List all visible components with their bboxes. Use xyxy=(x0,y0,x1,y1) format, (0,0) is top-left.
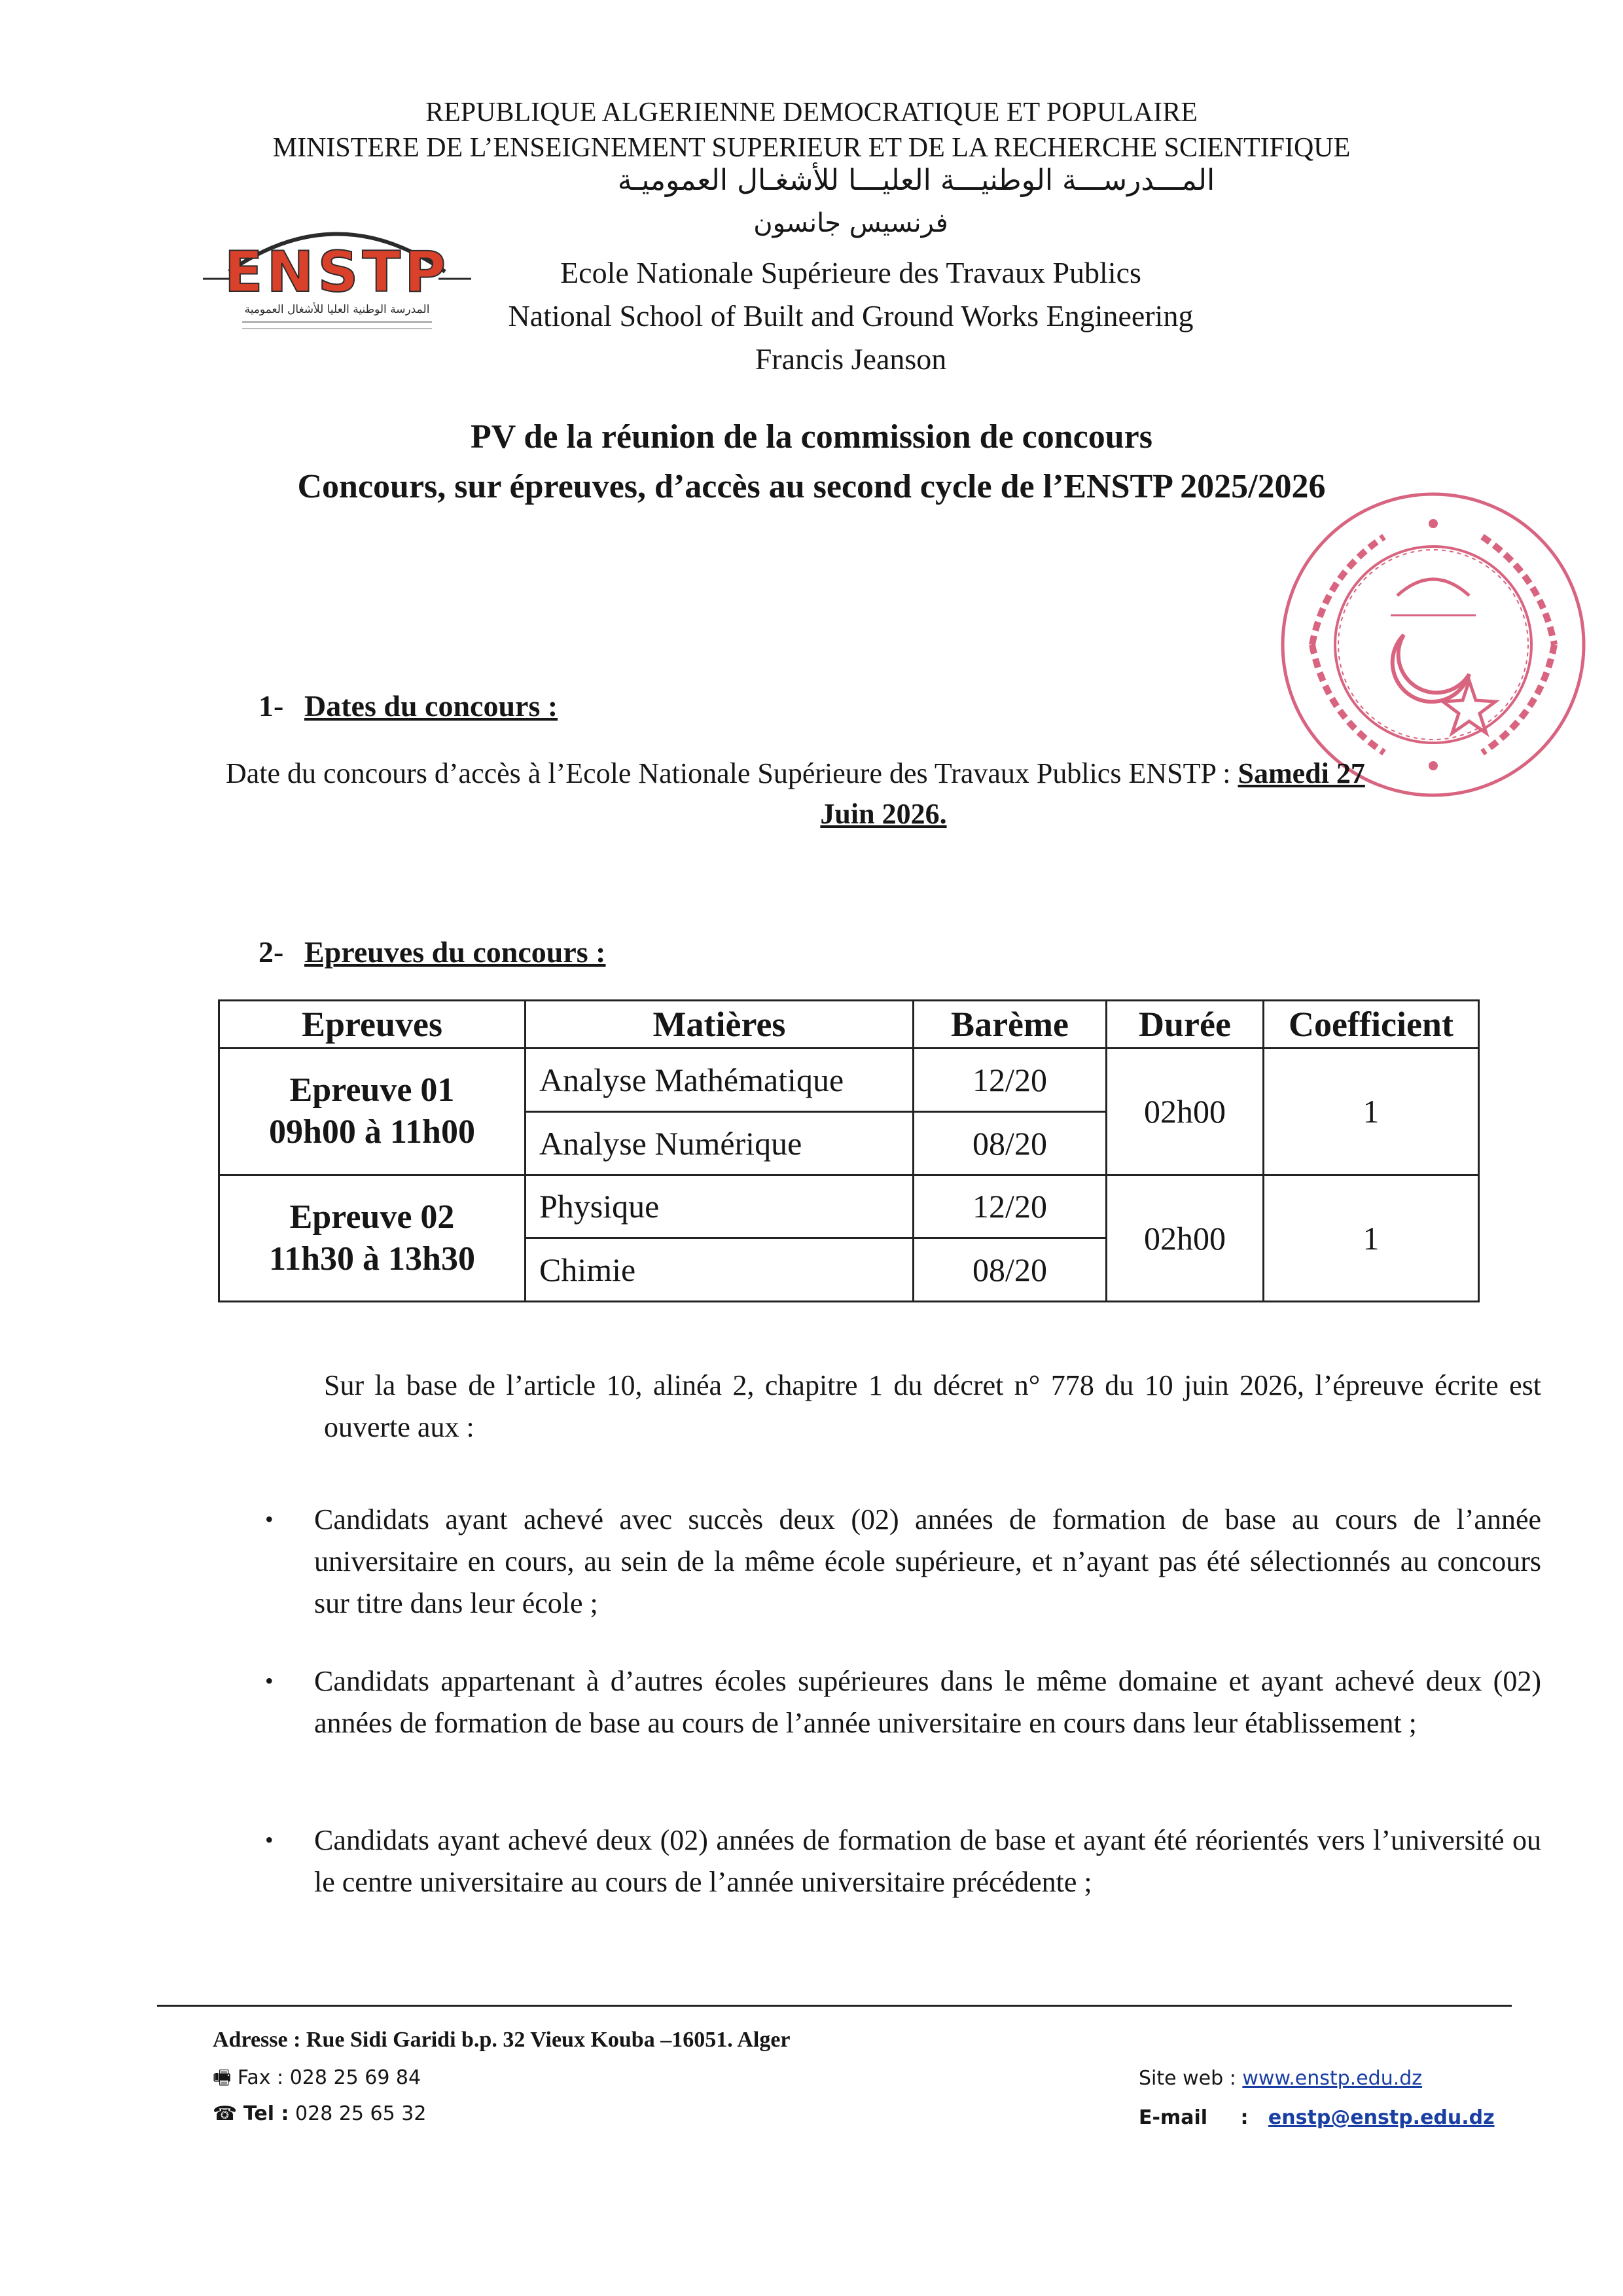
logo-arabic: المدرسة الوطنية العليا للأشغال العمومية xyxy=(244,303,430,316)
date-month: Juin 2026. xyxy=(820,798,947,830)
epreuve-cell xyxy=(219,1175,526,1302)
bullet-dot-icon: • xyxy=(265,1506,274,1532)
email-separator: : xyxy=(1240,2106,1249,2129)
matiere-cell: Analyse Numérique xyxy=(526,1111,914,1175)
matiere-cell: Physique xyxy=(526,1175,914,1238)
section-number: 1- xyxy=(259,689,284,723)
site-label: Site web : xyxy=(1139,2067,1236,2090)
bareme-cell: 08/20 xyxy=(914,1238,1107,1302)
footer-email xyxy=(1139,2106,1495,2129)
website-link[interactable]: www.enstp.edu.dz xyxy=(1242,2067,1423,2090)
fax-label: Fax : xyxy=(237,2066,284,2089)
coefficient-cell: 1 xyxy=(1264,1049,1479,1175)
header-school-fr: Ecole Nationale Supérieure des Travaux Publics xyxy=(560,256,1141,289)
date-day: Samedi 27 xyxy=(1238,757,1365,789)
header-ministry: MINISTERE DE L’ENSEIGNEMENT SUPERIEUR ET DE LA RECHERCHE SCIENTIFIQUE xyxy=(272,133,1351,163)
tel-label: Tel : xyxy=(243,2102,289,2125)
bareme-cell: 08/20 xyxy=(914,1111,1107,1175)
exam-table xyxy=(218,999,1480,1302)
date-text: Date du concours d’accès à l’Ecole Nationale Supérieure des Travaux Publics ENSTP : xyxy=(226,757,1231,789)
footer-divider xyxy=(157,2005,1512,2007)
title-line2: Concours, sur épreuves, d’accès au second cycle de l’ENSTP 2025/2026 xyxy=(297,468,1326,505)
bareme-cell: 12/20 xyxy=(914,1175,1107,1238)
intro-paragraph: Sur la base de l’article 10, alinéa 2, chapitre 1 du décret n° 778 du 10 juin 2026, l’épreuve écrite est ouverte aux : xyxy=(324,1369,1541,1443)
epreuve-name: Epreuve 01 xyxy=(289,1071,455,1109)
date-paragraph xyxy=(226,753,1528,795)
epreuve-time: 11h30 à 13h30 xyxy=(269,1240,475,1278)
epreuve-time: 09h00 à 11h00 xyxy=(269,1113,475,1151)
section-label: Dates du concours : xyxy=(304,689,558,723)
email-label: E-mail xyxy=(1139,2106,1208,2129)
logo-text: ENSTP xyxy=(224,240,450,305)
footer-site xyxy=(1139,2067,1422,2090)
enstp-logo xyxy=(203,209,471,340)
epreuve-cell xyxy=(219,1049,526,1175)
section-number: 2- xyxy=(259,935,284,969)
email-link[interactable]: enstp@enstp.edu.dz xyxy=(1268,2106,1495,2129)
table-row xyxy=(219,1049,1479,1112)
table-header-row xyxy=(219,1001,1479,1049)
phone-icon: ☎ xyxy=(213,2102,238,2125)
matiere-cell: Analyse Mathématique xyxy=(526,1049,914,1112)
bareme-cell: 12/20 xyxy=(914,1049,1107,1112)
bullet-dot-icon: • xyxy=(265,1827,274,1853)
section-epreuves-heading xyxy=(259,935,605,969)
address-text: Adresse : Rue Sidi Garidi b.p. 32 Vieux Kouba –16051. Alger xyxy=(213,2028,791,2052)
footer-tel xyxy=(213,2102,426,2125)
matiere-cell: Chimie xyxy=(526,1238,914,1302)
table-header: Epreuves xyxy=(219,1001,526,1049)
title-line1: PV de la réunion de la commission de concours xyxy=(471,418,1152,456)
section-label: Epreuves du concours : xyxy=(304,935,606,969)
duree-cell: 02h00 xyxy=(1107,1049,1264,1175)
section-dates-heading xyxy=(259,689,558,723)
header-republic: REPUBLIQUE ALGERIENNE DEMOCRATIQUE ET POPULAIRE xyxy=(425,98,1198,128)
bullet-dot-icon: • xyxy=(265,1668,274,1694)
header-arabic-name: فرنسيس جانسون xyxy=(753,208,948,238)
footer-address xyxy=(213,2028,791,2053)
list-item: Candidats ayant achevé deux (02) années de formation de base et ayant été réorientés vers l’université ou le centre universitaire au cours de l’année universitaire précédente ; xyxy=(314,1824,1541,1898)
table-header: Matières xyxy=(526,1001,914,1049)
epreuve-name: Epreuve 02 xyxy=(289,1198,455,1236)
table-header: Coefficient xyxy=(1264,1001,1479,1049)
fax-icon: 🖷 xyxy=(213,2066,232,2089)
footer-fax xyxy=(213,2063,421,2096)
list-item: Candidats ayant achevé avec succès deux (02) années de formation de base au cours de l’année universitaire en cours, au sein de la même école supérieure, et n’ayant pas été sélectionnés au concours sur titre dans leur école ; xyxy=(314,1503,1541,1619)
list-item: Candidats appartenant à d’autres écoles supérieures dans le même domaine et ayant achevé deux (02) années de formation de base au cours de l’année universitaire en cours dans leur établissement ; xyxy=(314,1665,1541,1739)
header-school-en: National School of Built and Ground Works Engineering xyxy=(508,299,1194,332)
coefficient-cell: 1 xyxy=(1264,1175,1479,1302)
table-header: Barème xyxy=(914,1001,1107,1049)
table-row xyxy=(219,1175,1479,1238)
table-header: Durée xyxy=(1107,1001,1264,1049)
header-school-name: Francis Jeanson xyxy=(755,342,947,376)
header-arabic-school: المـــدرســـة الوطنيـــة العليـــا للأشغـال العموميـة xyxy=(617,164,1215,197)
duree-cell: 02h00 xyxy=(1107,1175,1264,1302)
tel-value: 028 25 65 32 xyxy=(295,2102,427,2125)
fax-value: 028 25 69 84 xyxy=(289,2066,421,2089)
